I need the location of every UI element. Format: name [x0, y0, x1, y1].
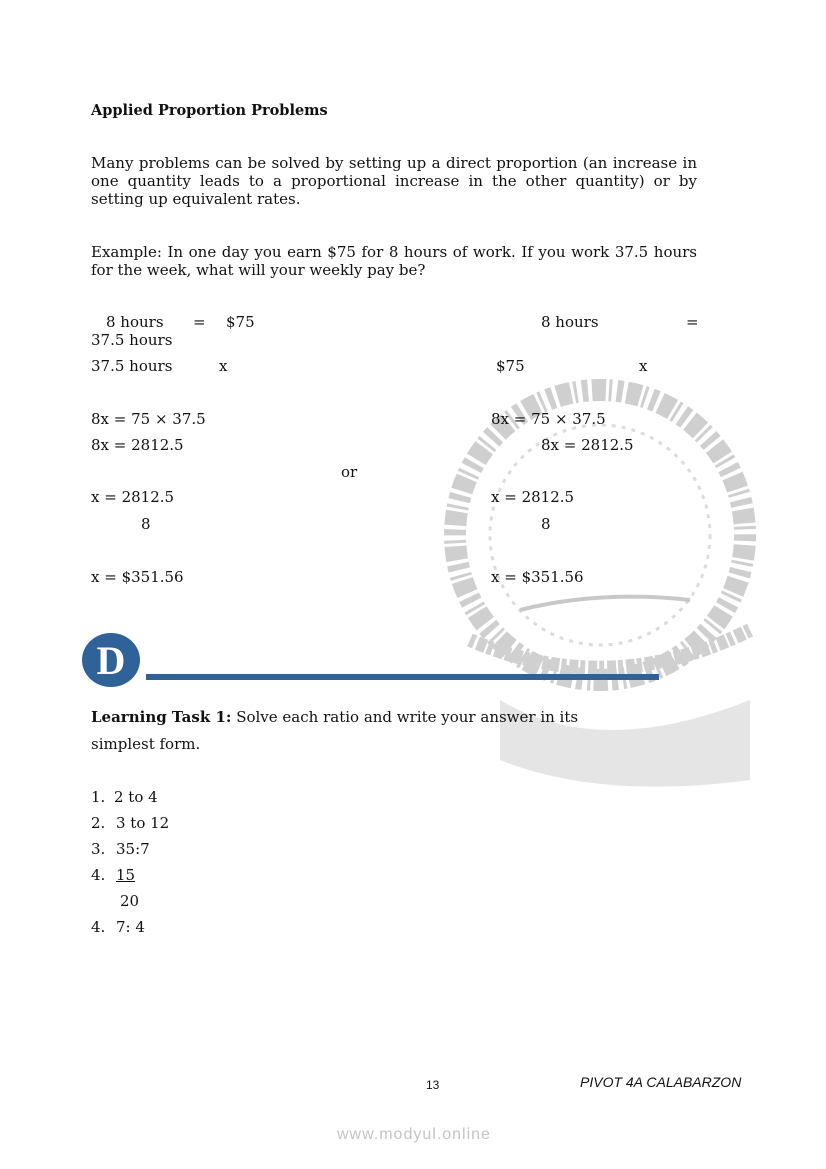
- right-step-4: x = $351.56: [491, 568, 584, 586]
- example-paragraph: Example: In one day you earn $75 for 8 hours of work. If you work 37.5 hours for the week, what will your weekly pay be?: [91, 243, 697, 279]
- right-setup-r2-a: $75: [496, 357, 525, 375]
- item-3-number: 3.: [91, 840, 106, 858]
- right-step-1: 8x = 75 × 37.5: [491, 410, 606, 428]
- item-1-number: 1.: [91, 788, 106, 806]
- or-label: or: [341, 463, 358, 481]
- item-2-text: 3 to 12: [116, 814, 170, 832]
- left-setup-r2-a: 37.5 hours: [91, 357, 173, 375]
- item-2-number: 2.: [91, 814, 106, 832]
- learning-task-text-2: simplest form.: [91, 735, 201, 753]
- section-divider-bar: [146, 674, 659, 680]
- left-setup-r1-b: $75: [226, 313, 255, 331]
- footer-brand: PIVOT 4A CALABARZON: [580, 1074, 742, 1090]
- left-step-3: x = 2812.5: [91, 488, 175, 506]
- section-title: Applied Proportion Problems: [91, 102, 328, 119]
- learning-task-text: Solve each ratio and write your answer in its: [236, 708, 579, 726]
- page-number: 13: [426, 1078, 440, 1092]
- site-watermark: www.modyul.online: [337, 1126, 491, 1143]
- intro-paragraph: Many problems can be solved by setting up a direct proportion (an increase in one quantity leads to a proportional increase in the other quantity) or by setting up equivalent rates.: [91, 154, 697, 208]
- item-1-text: 2 to 4: [114, 788, 158, 806]
- item-3-text: 35:7: [116, 840, 150, 858]
- item-4-denominator: 20: [120, 892, 140, 910]
- right-setup-r2-b: x: [639, 357, 648, 375]
- right-step-3-denominator: 8: [541, 515, 551, 533]
- item-4-number: 4.: [91, 866, 106, 884]
- left-setup-r2-b: x: [219, 357, 228, 375]
- left-step-3-denominator: 8: [141, 515, 151, 533]
- section-d-badge: D: [82, 633, 140, 687]
- left-step-1: 8x = 75 × 37.5: [91, 410, 206, 428]
- item-5-number: 4.: [91, 918, 106, 936]
- left-setup-equals: =: [193, 313, 206, 331]
- learning-task-heading: [91, 708, 578, 726]
- left-step-2: 8x = 2812.5: [91, 436, 184, 454]
- item-5-text: 7: 4: [116, 918, 145, 936]
- right-step-3: x = 2812.5: [491, 488, 575, 506]
- left-step-4: x = $351.56: [91, 568, 184, 586]
- item-4-numerator: 15: [116, 866, 136, 884]
- right-setup-r1-a: 8 hours: [541, 313, 599, 331]
- right-step-2: 8x = 2812.5: [541, 436, 634, 454]
- left-setup-r1-a: 8 hours: [106, 313, 164, 331]
- left-setup-r2-a-wrap: 37.5 hours: [91, 331, 173, 349]
- right-setup-equals: =: [686, 313, 699, 331]
- learning-task-label: Learning Task 1:: [91, 708, 232, 726]
